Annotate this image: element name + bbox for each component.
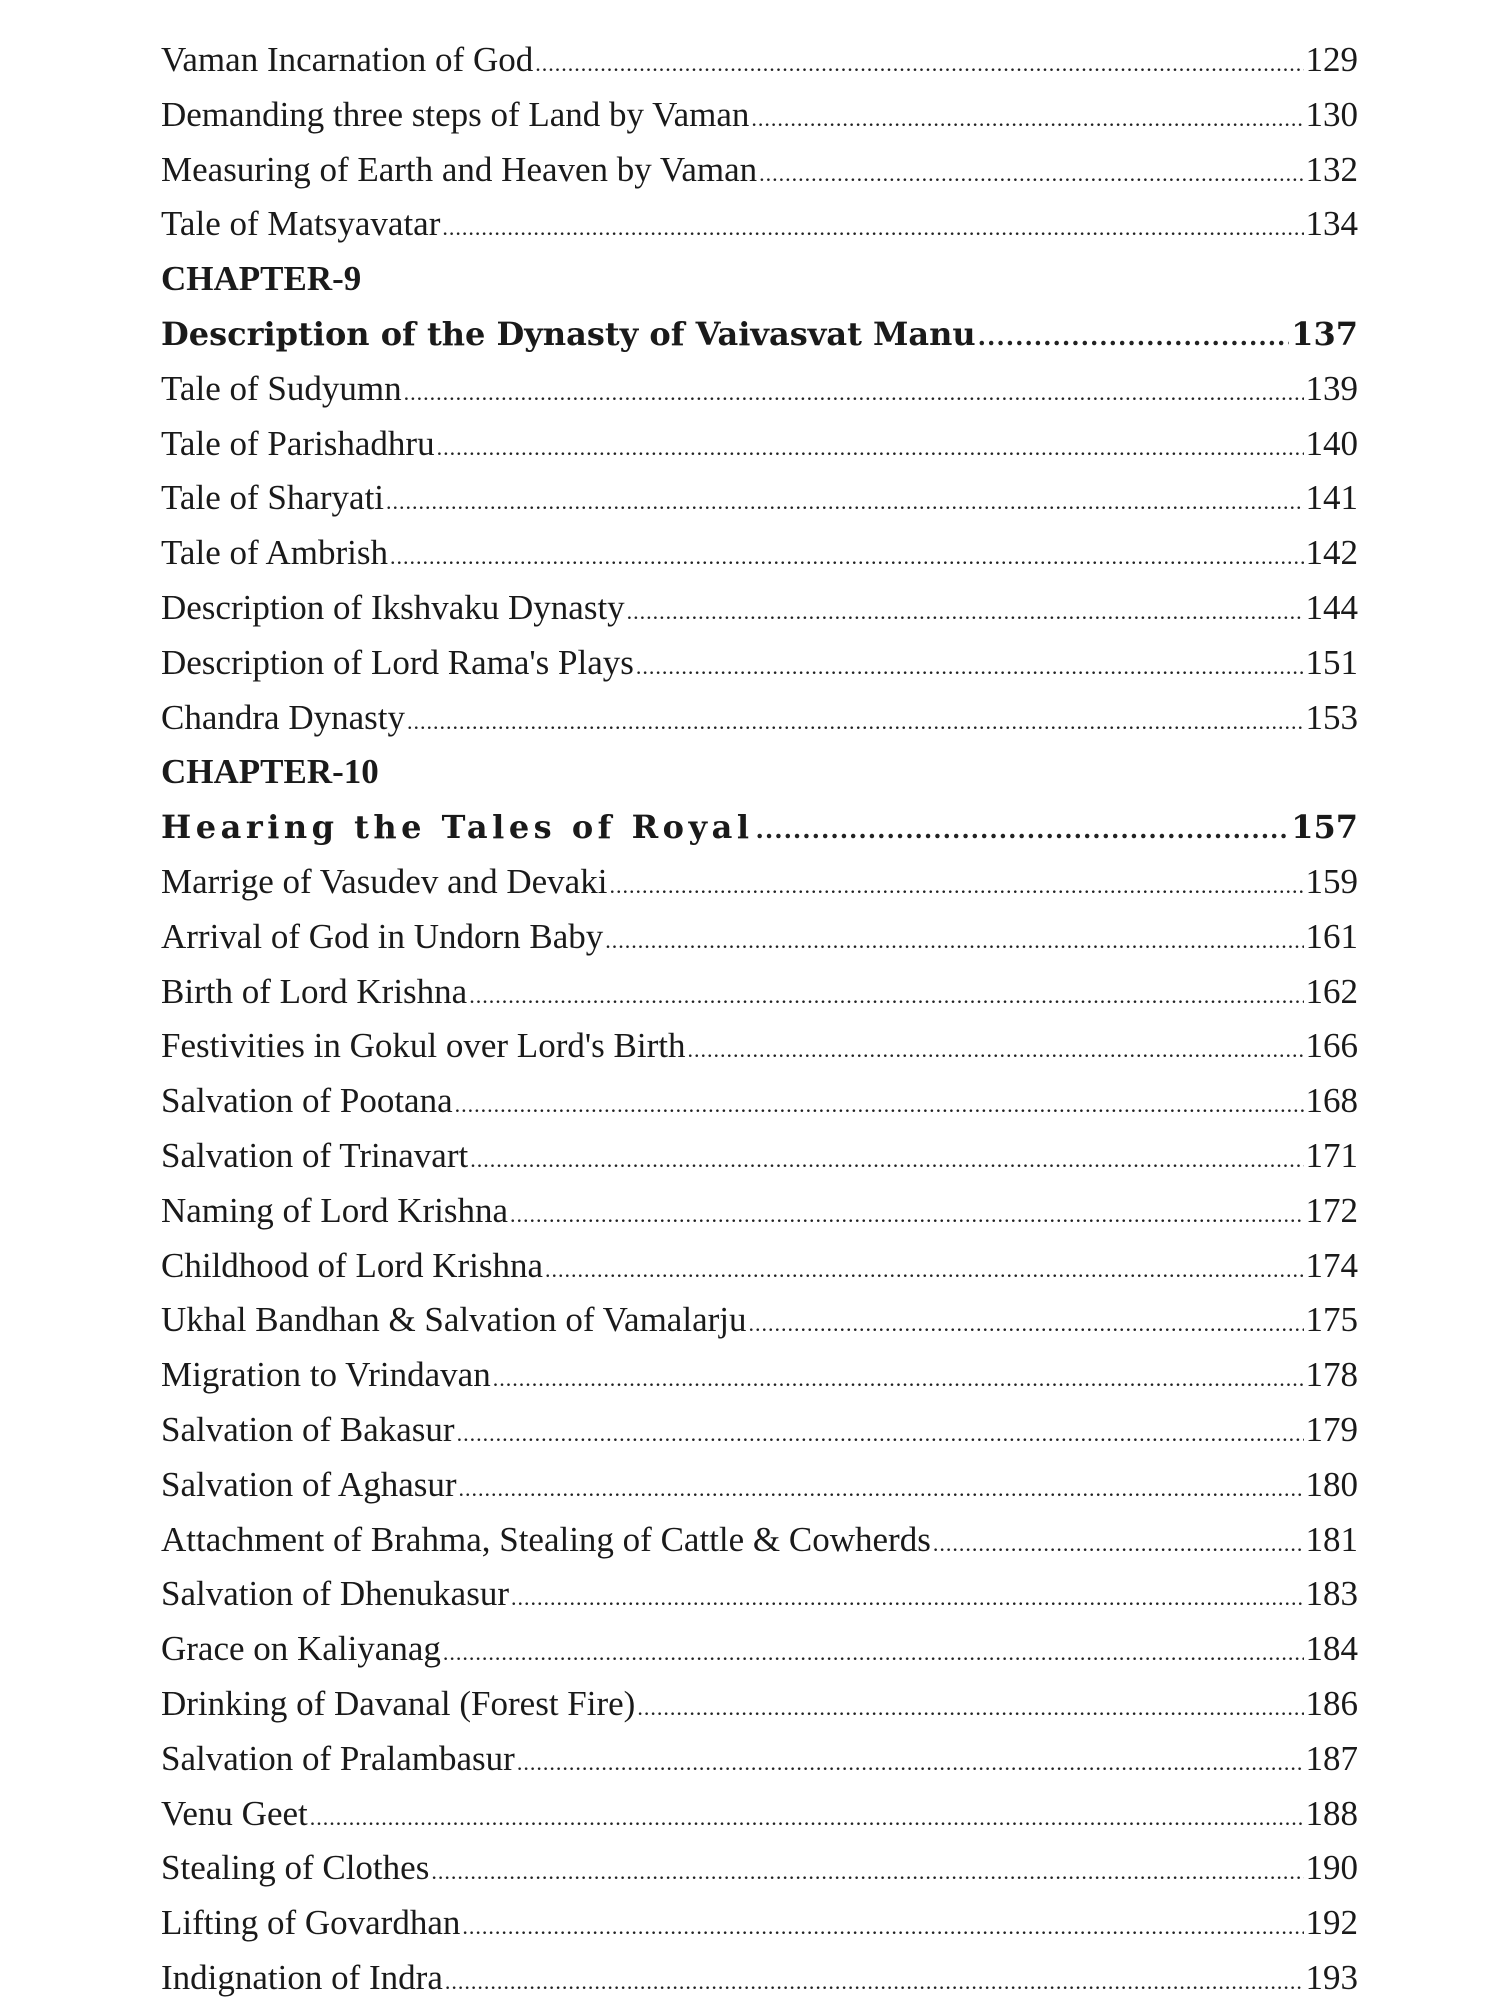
dot-leader bbox=[978, 310, 1290, 365]
entry-page: 137 bbox=[1291, 314, 1358, 353]
chapter-heading: CHAPTER-10 bbox=[161, 752, 379, 792]
dot-leader bbox=[386, 475, 1303, 530]
toc-entry bbox=[161, 965, 1358, 1020]
entry-page: 174 bbox=[1305, 1245, 1358, 1285]
dot-leader bbox=[751, 92, 1303, 147]
toc-entry bbox=[161, 1677, 1358, 1732]
toc-entry bbox=[161, 1513, 1358, 1568]
toc-entry bbox=[161, 88, 1358, 143]
toc-entry bbox=[161, 1403, 1358, 1458]
chapter-heading: CHAPTER-9 bbox=[161, 259, 362, 299]
entry-page: 157 bbox=[1291, 808, 1358, 847]
dot-leader bbox=[470, 1133, 1303, 1188]
dot-leader bbox=[404, 366, 1304, 421]
toc-entry bbox=[161, 1787, 1358, 1842]
dot-leader bbox=[455, 1078, 1304, 1133]
entry-title: Attachment of Brahma, Stealing of Cattle & Cowherds bbox=[161, 1519, 931, 1559]
dot-leader bbox=[310, 1791, 1304, 1846]
entry-page: 168 bbox=[1305, 1081, 1358, 1121]
dot-leader bbox=[637, 1681, 1303, 1736]
entry-title: Salvation of Dhenukasur bbox=[161, 1574, 509, 1614]
entry-title: Description of Lord Rama's Plays bbox=[161, 642, 634, 682]
entry-page: 162 bbox=[1305, 971, 1358, 1011]
entry-title: Festivities in Gokul over Lord's Birth bbox=[161, 1026, 686, 1066]
toc-entry bbox=[161, 417, 1358, 472]
toc-entry bbox=[161, 33, 1358, 88]
entry-page: 166 bbox=[1305, 1026, 1358, 1066]
entry-title: Salvation of Trinavart bbox=[161, 1135, 469, 1175]
dot-leader bbox=[535, 37, 1303, 92]
toc-entry bbox=[161, 1622, 1358, 1677]
dot-leader bbox=[437, 421, 1304, 476]
entry-title: Tale of Parishadhru bbox=[161, 423, 435, 463]
toc-entry bbox=[161, 362, 1358, 417]
dot-leader bbox=[511, 1571, 1304, 1626]
entry-title: Stealing of Clothes bbox=[161, 1848, 430, 1888]
dot-leader bbox=[493, 1352, 1304, 1407]
dot-leader bbox=[407, 695, 1304, 750]
entry-title: Demanding three steps of Land by Vaman bbox=[161, 94, 750, 134]
entry-page: 144 bbox=[1305, 587, 1358, 627]
toc-entry bbox=[161, 1458, 1358, 1513]
entry-title: Naming of Lord Krishna bbox=[161, 1190, 509, 1230]
entry-title: Drinking of Davanal (Forest Fire) bbox=[161, 1683, 636, 1723]
dot-leader bbox=[687, 1023, 1303, 1078]
entry-page: 140 bbox=[1305, 423, 1358, 463]
entry-page: 190 bbox=[1305, 1848, 1358, 1888]
dot-leader bbox=[469, 969, 1303, 1024]
entry-title: Tale of Ambrish bbox=[161, 533, 388, 573]
toc-entry bbox=[161, 526, 1358, 581]
dot-leader bbox=[442, 201, 1303, 256]
entry-title: Vaman Incarnation of God bbox=[161, 40, 534, 79]
entry-title: Salvation of Bakasur bbox=[161, 1409, 455, 1449]
entry-title: Tale of Matsyavatar bbox=[161, 204, 441, 244]
entry-title: Tale of Sharyati bbox=[161, 478, 385, 518]
entry-page: 184 bbox=[1305, 1629, 1358, 1669]
entry-page: 178 bbox=[1305, 1355, 1358, 1395]
entry-title: Hearing the Tales of Royal bbox=[161, 808, 754, 847]
toc-entry bbox=[161, 471, 1358, 526]
toc-entry bbox=[161, 855, 1358, 910]
dot-leader bbox=[636, 640, 1304, 695]
toc-entry bbox=[161, 1348, 1358, 1403]
dot-leader bbox=[443, 1626, 1304, 1681]
entry-title: Ukhal Bandhan & Salvation of Vamalarju bbox=[161, 1300, 747, 1340]
entry-title: Lifting of Govardhan bbox=[161, 1903, 461, 1943]
entry-page: 183 bbox=[1305, 1574, 1358, 1614]
toc-entry bbox=[161, 581, 1358, 636]
entry-title: Migration to Vrindavan bbox=[161, 1355, 491, 1395]
entry-page: 181 bbox=[1305, 1519, 1358, 1559]
dot-leader bbox=[609, 859, 1303, 914]
toc-entry bbox=[161, 691, 1358, 746]
dot-leader bbox=[459, 1462, 1304, 1517]
dot-leader bbox=[605, 914, 1303, 969]
entry-title: Venu Geet bbox=[161, 1793, 308, 1833]
entry-title: Childhood of Lord Krishna bbox=[161, 1245, 544, 1285]
entry-title: Arrival of God in Undorn Baby bbox=[161, 916, 604, 956]
entry-title: Birth of Lord Krishna bbox=[161, 971, 468, 1011]
entry-page: 132 bbox=[1305, 149, 1358, 189]
toc-entry bbox=[161, 143, 1358, 198]
entry-page: 180 bbox=[1305, 1464, 1358, 1504]
entry-page: 179 bbox=[1305, 1409, 1358, 1449]
entry-page: 130 bbox=[1305, 94, 1358, 134]
toc-entry bbox=[161, 1293, 1358, 1348]
toc-entry bbox=[161, 197, 1358, 252]
dot-leader bbox=[756, 803, 1290, 858]
table-of-contents bbox=[161, 33, 1358, 2006]
entry-page: 142 bbox=[1305, 533, 1358, 573]
toc-entry bbox=[161, 1074, 1358, 1129]
entry-title: Indignation of Indra bbox=[161, 1957, 443, 1997]
dot-leader bbox=[457, 1407, 1304, 1462]
entry-title: Marrige of Vasudev and Devaki bbox=[161, 861, 608, 901]
toc-entry bbox=[161, 1732, 1358, 1787]
dot-leader bbox=[431, 1845, 1303, 1900]
entry-page: 134 bbox=[1305, 204, 1358, 244]
toc-entry bbox=[161, 636, 1358, 691]
entry-page: 129 bbox=[1305, 40, 1358, 79]
dot-leader bbox=[759, 147, 1303, 202]
entry-page: 172 bbox=[1305, 1190, 1358, 1230]
entry-page: 186 bbox=[1305, 1683, 1358, 1723]
dot-leader bbox=[445, 1955, 1304, 2010]
entry-page: 159 bbox=[1305, 861, 1358, 901]
entry-title: Grace on Kaliyanag bbox=[161, 1629, 441, 1669]
entry-page: 153 bbox=[1305, 697, 1358, 737]
toc-entry bbox=[161, 910, 1358, 965]
entry-title: Tale of Sudyumn bbox=[161, 368, 402, 408]
toc-entry bbox=[161, 1129, 1358, 1184]
entry-page: 193 bbox=[1305, 1957, 1358, 1997]
dot-leader bbox=[462, 1900, 1303, 1955]
dot-leader bbox=[545, 1243, 1303, 1298]
chapter-main-entry bbox=[161, 800, 1358, 855]
entry-title: Salvation of Pralambasur bbox=[161, 1738, 515, 1778]
entry-title: Salvation of Aghasur bbox=[161, 1464, 457, 1504]
dot-leader bbox=[748, 1297, 1303, 1352]
entry-page: 151 bbox=[1305, 642, 1358, 682]
dot-leader bbox=[933, 1517, 1304, 1572]
dot-leader bbox=[390, 530, 1304, 585]
toc-entry bbox=[161, 1239, 1358, 1294]
entry-title: Salvation of Pootana bbox=[161, 1081, 453, 1121]
entry-page: 139 bbox=[1305, 368, 1358, 408]
entry-title: Measuring of Earth and Heaven by Vaman bbox=[161, 149, 758, 189]
entry-page: 188 bbox=[1305, 1793, 1358, 1833]
entry-page: 161 bbox=[1305, 916, 1358, 956]
toc-entry bbox=[161, 1896, 1358, 1951]
dot-leader bbox=[517, 1736, 1304, 1791]
chapter-main-entry bbox=[161, 307, 1358, 362]
toc-entry bbox=[161, 1841, 1358, 1896]
entry-title: Description of Ikshvaku Dynasty bbox=[161, 587, 625, 627]
toc-entry bbox=[161, 1184, 1358, 1239]
toc-entry bbox=[161, 1567, 1358, 1622]
entry-page: 187 bbox=[1305, 1738, 1358, 1778]
entry-page: 175 bbox=[1305, 1300, 1358, 1340]
entry-title: Description of the Dynasty of Vaivasvat Manu bbox=[161, 314, 976, 353]
entry-page: 171 bbox=[1305, 1135, 1358, 1175]
entry-page: 192 bbox=[1305, 1903, 1358, 1943]
toc-entry bbox=[161, 1019, 1358, 1074]
entry-title: Chandra Dynasty bbox=[161, 697, 405, 737]
dot-leader bbox=[627, 585, 1304, 640]
entry-page: 141 bbox=[1305, 478, 1358, 518]
toc-entry bbox=[161, 1951, 1358, 2006]
dot-leader bbox=[510, 1188, 1303, 1243]
